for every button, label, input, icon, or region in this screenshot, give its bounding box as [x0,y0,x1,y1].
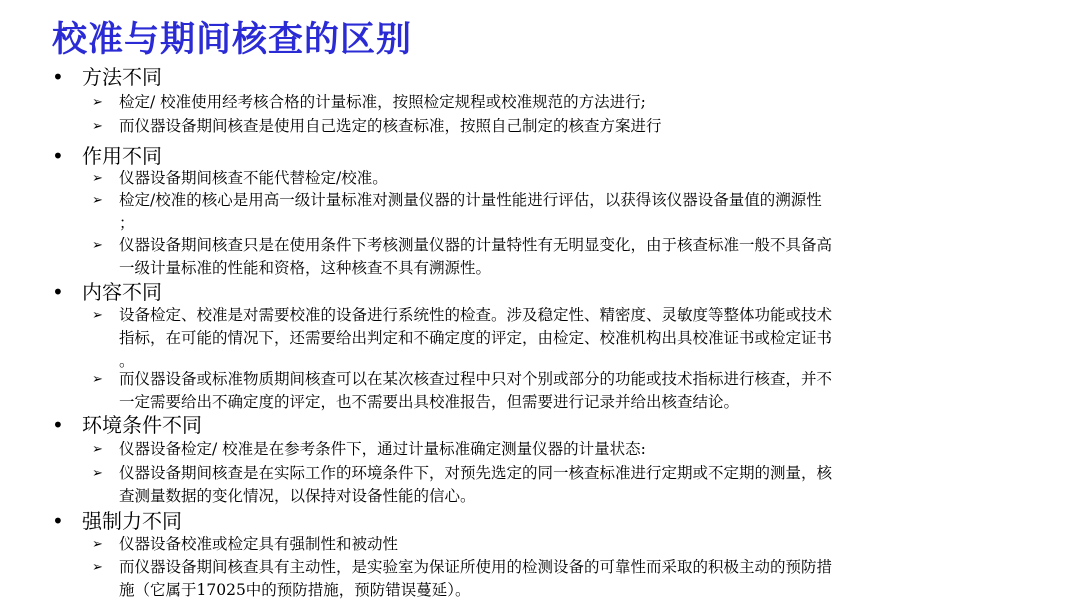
section-heading-function: • 作用不同 [52,144,162,168]
arrow-bullet-icon: ➢ [92,238,103,253]
list-item: ➢ 仪器设备校准或检定具有强制性和被动性 [92,533,1052,556]
list-item: ➢ 仪器设备期间核查是在实际工作的环境条件下，对预先选定的同一核查标准进行定期或不定期的测量，核 查测量数据的变化情况，以保持对设备性能的信心。 [92,464,833,505]
list-item: ➢ 检定/ 校准使用经考核合格的计量标准，按照检定规程或校准规范的方法进行; [92,91,1052,114]
arrow-bullet-icon: ➢ [92,119,103,134]
section-heading-enforcement: • 强制力不同 [52,509,182,533]
list-item: ➢ 仪器设备检定/ 校准是在参考条件下，通过计量标准确定测量仪器的计量状态: [92,438,1052,461]
bullet-dot: • [52,413,64,437]
arrow-bullet-icon: ➢ [92,560,103,575]
list-item: ➢ 仪器设备期间核查不能代替检定/校准。 [92,167,1052,190]
list-item: ➢ 而仪器设备期间核查是使用自己选定的核查标准，按照自己制定的核查方案进行 [92,115,1052,138]
arrow-bullet-icon: ➢ [92,442,103,457]
arrow-bullet-icon: ➢ [92,193,103,208]
section-heading-content: • 内容不同 [52,280,162,304]
section-heading-method: • 方法不同 [52,65,162,89]
bullet-dot: • [52,144,64,168]
arrow-bullet-icon: ➢ [92,308,103,323]
page-title: 校准与期间核查的区别 [52,20,413,60]
list-item: ➢ 检定/校准的核心是用高一级计量标准对测量仪器的计量性能进行评估，以获得该仪器设备量值的溯源性 ； [92,191,822,232]
arrow-bullet-icon: ➢ [92,372,103,387]
arrow-bullet-icon: ➢ [92,171,103,186]
arrow-bullet-icon: ➢ [92,537,103,552]
list-item: ➢ 仪器设备期间核查只是在使用条件下考核测量仪器的计量特性有无明显变化，由于核查标准一般不具备高 一级计量标准的性能和资格，这种核查不具有溯源性。 [92,236,833,277]
bullet-dot: • [52,509,64,533]
bullet-dot: • [52,280,64,304]
list-item: ➢ 而仪器设备或标准物质期间核查可以在某次核查过程中只对个别或部分的功能或技术指标进行核查，并不 一定需要给出不确定度的评定，也不需要出具校准报告，但需要进行记录并给出核查结论。 [92,370,833,411]
list-item: ➢ 设备检定、校准是对需要校准的设备进行系统性的检查。涉及稳定性、精密度、灵敏度等整体功能或技术 指标，在可能的情况下，还需要给出判定和不确定度的评定，由检定、校准机构出具校准证书或检定证书 。 [92,306,833,370]
arrow-bullet-icon: ➢ [92,95,103,110]
bullet-dot: • [52,65,64,89]
section-heading-environment: • 环境条件不同 [52,413,202,437]
list-item: ➢ 而仪器设备期间核查具有主动性，是实验室为保证所使用的检测设备的可靠性而采取的积极主动的预防措 施（它属于17025中的预防措施，预防错误蔓延）。 [92,558,833,599]
arrow-bullet-icon: ➢ [92,466,103,481]
